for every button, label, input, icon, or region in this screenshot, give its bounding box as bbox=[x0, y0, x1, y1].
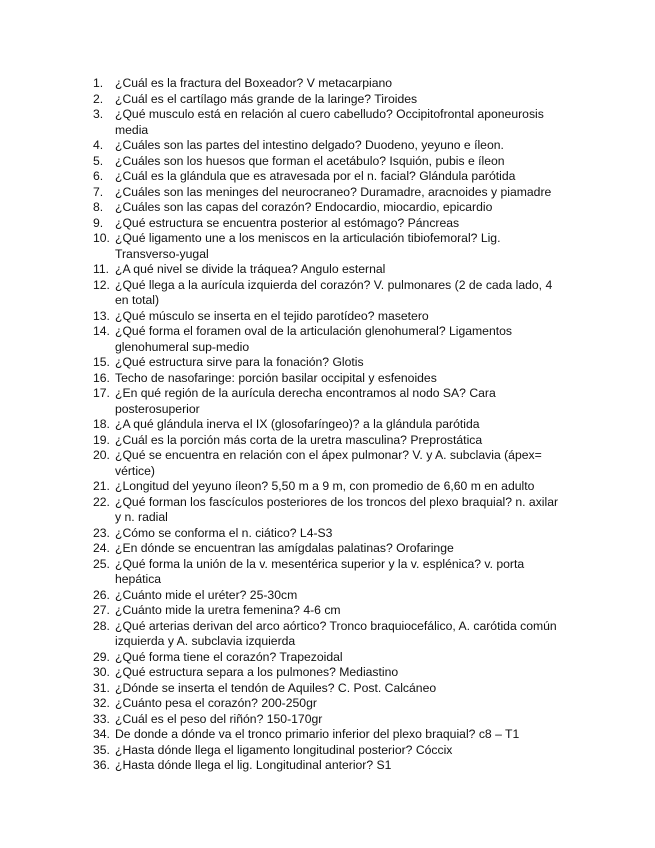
question-list bbox=[93, 76, 563, 774]
question-text: ¿Qué musculo está en relación al cuero cabelludo? Occipitofrontal aponeurosis media bbox=[115, 107, 544, 137]
question-text: ¿En dónde se encuentran las amígdalas palatinas? Orofaringe bbox=[115, 541, 454, 555]
question-number: 26. bbox=[93, 587, 110, 602]
question-text: ¿Qué forma el foramen oval de la articulación glenohumeral? Ligamentos glenohumeral sup-medio bbox=[115, 324, 512, 354]
question-item bbox=[93, 696, 563, 712]
question-number: 31. bbox=[93, 680, 110, 695]
question-number: 20. bbox=[93, 448, 110, 462]
question-text: ¿Qué arterias derivan del arco aórtico? Tronco braquiocefálico, A. carótida común izquierda y A. subclavia izquierda bbox=[115, 618, 557, 648]
question-item bbox=[93, 355, 563, 371]
question-number: 4. bbox=[93, 138, 104, 152]
question-number: 12. bbox=[93, 277, 110, 292]
question-item bbox=[93, 138, 563, 154]
question-text: ¿Cuáles son los huesos que forman el acetábulo? Isquión, pubis e íleon bbox=[115, 153, 505, 168]
question-text: ¿Hasta dónde llega el lig. Longitudinal anterior? S1 bbox=[115, 758, 392, 772]
question-text: ¿Cómo se conforma el n. ciático? L4-S3 bbox=[115, 525, 333, 540]
question-number: 23. bbox=[93, 525, 110, 540]
question-item bbox=[93, 619, 563, 650]
question-item bbox=[93, 479, 563, 495]
question-item bbox=[93, 185, 563, 201]
question-text: ¿Cuáles son las meninges del neurocraneo? Duramadre, aracnoides y piamadre bbox=[115, 184, 552, 199]
question-number: 18. bbox=[93, 417, 110, 431]
question-text: ¿Cuál es la porción más corta de la uretra masculina? Preprostática bbox=[115, 432, 483, 447]
question-text: ¿Cuál es el cartílago más grande de la laringe? Tiroides bbox=[115, 91, 418, 106]
question-number: 14. bbox=[93, 324, 110, 338]
question-text: ¿A qué glándula inerva el IX (glosofaríngeo)? a la glándula parótida bbox=[115, 417, 480, 431]
question-number: 36. bbox=[93, 758, 110, 772]
question-item bbox=[93, 526, 563, 542]
question-number: 32. bbox=[93, 696, 110, 710]
question-number: 6. bbox=[93, 169, 104, 183]
question-number: 30. bbox=[93, 665, 110, 679]
question-item bbox=[93, 154, 563, 170]
question-item bbox=[93, 495, 563, 526]
question-number: 33. bbox=[93, 711, 110, 726]
question-item bbox=[93, 76, 563, 92]
question-text: ¿Cuál es la fractura del Boxeador? V metacarpiano bbox=[115, 76, 393, 90]
question-text: ¿Dónde se inserta el tendón de Aquiles? C. Post. Calcáneo bbox=[115, 680, 437, 695]
question-text: ¿Cuánto mide la uretra femenina? 4-6 cm bbox=[115, 603, 341, 617]
question-item bbox=[93, 588, 563, 604]
question-number: 7. bbox=[93, 184, 104, 199]
question-number: 15. bbox=[93, 355, 110, 369]
question-item bbox=[93, 417, 563, 433]
question-number: 35. bbox=[93, 742, 110, 757]
question-text: ¿Qué forman los fascículos posteriores de los troncos del plexo braquial? n. axilar y n. radial bbox=[115, 494, 559, 524]
question-number: 8. bbox=[93, 200, 104, 214]
question-item bbox=[93, 448, 563, 479]
question-item bbox=[93, 603, 563, 619]
question-text: ¿Qué forma tiene el corazón? Trapezoidal bbox=[115, 649, 343, 664]
question-number: 13. bbox=[93, 308, 110, 323]
question-text: ¿Qué estructura separa a los pulmones? Mediastino bbox=[115, 665, 399, 679]
question-number: 21. bbox=[93, 479, 110, 493]
question-number: 25. bbox=[93, 556, 110, 571]
question-item bbox=[93, 309, 563, 325]
question-text: ¿A qué nivel se divide la tráquea? Angulo esternal bbox=[115, 262, 386, 276]
question-text: ¿Cuánto pesa el corazón? 200-250gr bbox=[115, 696, 317, 710]
question-text: ¿Qué forma la unión de la v. mesentérica superior y la v. esplénica? v. porta hepática bbox=[115, 556, 525, 586]
question-text: ¿Qué músculo se inserta en el tejido parotídeo? masetero bbox=[115, 308, 429, 323]
question-number: 2. bbox=[93, 91, 104, 106]
question-item bbox=[93, 262, 563, 278]
question-number: 22. bbox=[93, 494, 110, 509]
question-number: 11. bbox=[93, 262, 110, 276]
question-item bbox=[93, 743, 563, 759]
question-text: ¿Qué estructura se encuentra posterior al estómago? Páncreas bbox=[115, 215, 460, 230]
question-number: 1. bbox=[93, 76, 104, 90]
question-text: ¿Cuál es la glándula que es atravesada por el n. facial? Glándula parótida bbox=[115, 169, 516, 183]
question-number: 16. bbox=[93, 370, 110, 385]
question-number: 9. bbox=[93, 215, 104, 230]
question-item bbox=[93, 216, 563, 232]
question-item bbox=[93, 169, 563, 185]
question-text: De donde a dónde va el tronco primario inferior del plexo braquial? c8 – T1 bbox=[115, 727, 520, 741]
question-number: 10. bbox=[93, 231, 110, 245]
question-number: 3. bbox=[93, 107, 104, 121]
question-text: Techo de nasofaringe: porción basilar occipital y esfenoides bbox=[115, 370, 437, 385]
question-text: ¿En qué región de la aurícula derecha encontramos al nodo SA? Cara posterosuperior bbox=[115, 386, 496, 416]
question-item bbox=[93, 92, 563, 108]
question-number: 19. bbox=[93, 432, 110, 447]
question-item bbox=[93, 712, 563, 728]
question-text: ¿Qué estructura sirve para la fonación? Glotis bbox=[115, 355, 364, 369]
question-number: 29. bbox=[93, 649, 110, 664]
question-item bbox=[93, 681, 563, 697]
question-item bbox=[93, 727, 563, 743]
question-number: 5. bbox=[93, 153, 104, 168]
question-item bbox=[93, 386, 563, 417]
question-text: ¿Cuáles son las capas del corazón? Endocardio, miocardio, epicardio bbox=[115, 200, 493, 214]
question-item bbox=[93, 541, 563, 557]
question-item bbox=[93, 200, 563, 216]
question-item bbox=[93, 107, 563, 138]
question-number: 17. bbox=[93, 386, 110, 400]
question-item bbox=[93, 433, 563, 449]
question-item bbox=[93, 371, 563, 387]
question-text: ¿Cuánto mide el uréter? 25-30cm bbox=[115, 587, 298, 602]
question-number: 34. bbox=[93, 727, 110, 741]
question-number: 24. bbox=[93, 541, 110, 555]
question-text: ¿Qué ligamento une a los meniscos en la articulación tibiofemoral? Lig. Transverso-yugal bbox=[115, 231, 501, 261]
question-item bbox=[93, 758, 563, 774]
question-text: ¿Cuál es el peso del riñón? 150-170gr bbox=[115, 711, 323, 726]
question-number: 28. bbox=[93, 618, 110, 633]
question-item bbox=[93, 231, 563, 262]
question-item bbox=[93, 278, 563, 309]
question-text: ¿Longitud del yeyuno íleon? 5,50 m a 9 m, con promedio de 6,60 m en adulto bbox=[115, 479, 535, 493]
question-text: ¿Hasta dónde llega el ligamento longitudinal posterior? Cóccix bbox=[115, 742, 453, 757]
question-item bbox=[93, 650, 563, 666]
question-text: ¿Cuáles son las partes del intestino delgado? Duodeno, yeyuno e íleon. bbox=[115, 138, 504, 152]
question-item bbox=[93, 324, 563, 355]
question-item bbox=[93, 557, 563, 588]
question-text: ¿Qué llega a la aurícula izquierda del corazón? V. pulmonares (2 de cada lado, 4 en total) bbox=[115, 277, 553, 307]
question-item bbox=[93, 665, 563, 681]
question-text: ¿Qué se encuentra en relación con el ápex pulmonar? V. y A. subclavia (ápex= vértice) bbox=[115, 448, 542, 478]
question-number: 27. bbox=[93, 603, 110, 617]
